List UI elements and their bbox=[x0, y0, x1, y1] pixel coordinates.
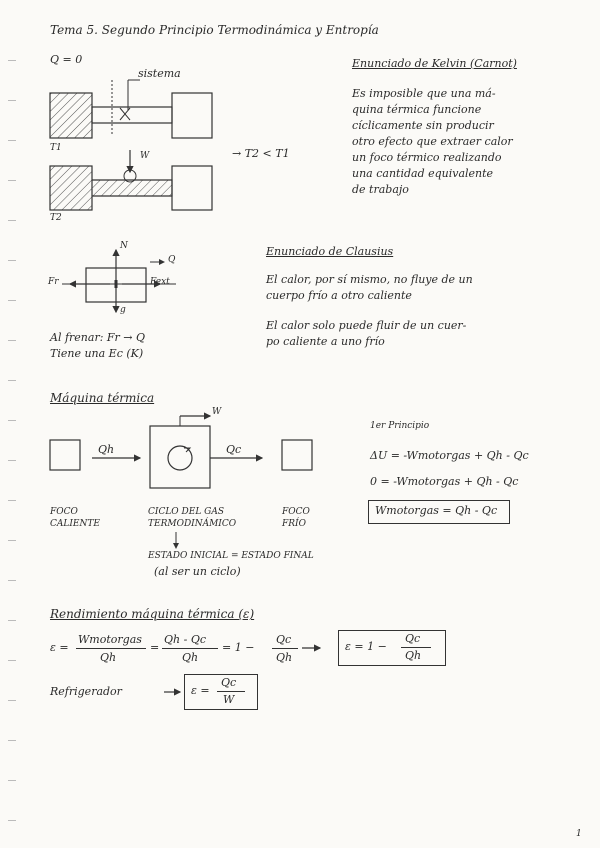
estado-line: ESTADO INICIAL = ESTADO FINAL bbox=[148, 551, 314, 561]
note-line-2: Tiene una Ec (K) bbox=[50, 347, 144, 360]
kelvin-line-6: una cantidad equivalente bbox=[352, 167, 494, 180]
ciclo-2: TERMODINÁMICO bbox=[148, 519, 237, 529]
refrig-den: W bbox=[223, 693, 235, 706]
engine-eq-3-box bbox=[368, 500, 510, 524]
diagram-heat-bar-2 bbox=[50, 150, 212, 210]
engine-eq-2: 0 = -Wmotorgas + Qh - Qc bbox=[370, 475, 519, 488]
box-prefix: ε = 1 − bbox=[345, 640, 387, 653]
clausius-p2-line-2: po caliente a uno frío bbox=[266, 335, 385, 348]
diagram-heat-bar-1 bbox=[50, 80, 212, 138]
ciclo-1: CICLO DEL GAS bbox=[148, 507, 225, 517]
kelvin-line-5: un foco térmico realizando bbox=[352, 151, 502, 164]
kelvin-line-2: quina térmica funcione bbox=[352, 103, 482, 116]
kelvin-line-7: de trabajo bbox=[352, 183, 409, 196]
principio-label: 1er Principio bbox=[370, 421, 430, 431]
force-n-label: N bbox=[120, 241, 128, 251]
kelvin-heading: Enunciado de Kelvin (Carnot) bbox=[352, 57, 517, 70]
force-fr-label: Fr bbox=[48, 277, 59, 287]
eq-mid: = 1 − bbox=[222, 641, 255, 654]
box-num: Qc bbox=[405, 632, 421, 645]
kelvin-line-3: cíclicamente sin producir bbox=[352, 119, 494, 132]
w-label-1: W bbox=[140, 151, 150, 161]
estado-note: (al ser un ciclo) bbox=[154, 565, 241, 578]
eq-prefix: ε = bbox=[50, 641, 69, 654]
foco-frio-2: FRÍO bbox=[282, 519, 306, 529]
engine-eq-1: ΔU = -Wmotorgas + Qh - Qc bbox=[370, 449, 529, 462]
refrig-prefix: ε = bbox=[191, 684, 210, 697]
kelvin-line-4: otro efecto que extraer calor bbox=[352, 135, 513, 148]
eq-equals-1: = bbox=[150, 641, 160, 654]
kelvin-line-1: Es imposible que una má- bbox=[352, 87, 496, 100]
t1-label: T1 bbox=[50, 143, 62, 153]
rendimiento-box bbox=[338, 630, 446, 666]
sistema-label: sistema bbox=[138, 67, 181, 80]
frac1-num: Wmotorgas bbox=[78, 633, 142, 646]
q-zero-label: Q = 0 bbox=[50, 53, 83, 66]
refrigerador-label: Refrigerador bbox=[50, 685, 122, 698]
clausius-p1-line-2: cuerpo frío a otro caliente bbox=[266, 289, 412, 302]
box-den: Qh bbox=[405, 649, 422, 662]
page-title: Tema 5. Segundo Principio Termodinámica y Entropía bbox=[50, 23, 379, 37]
page-number: 1 bbox=[576, 829, 582, 839]
note-line-1: Al frenar: Fr → Q bbox=[50, 331, 146, 344]
engine-w-label: W bbox=[212, 407, 222, 417]
foco-caliente-1: FOCO bbox=[50, 507, 78, 517]
foco-frio-1: FOCO bbox=[282, 507, 310, 517]
force-q-label: Q bbox=[168, 255, 176, 265]
clausius-p2-line-1: El calor solo puede fluir de un cuer- bbox=[266, 319, 467, 332]
frac2-num: Qh - Qc bbox=[164, 633, 206, 646]
heat-engine-heading: Máquina térmica bbox=[50, 391, 155, 405]
engine-eq-3: Wmotorgas = Qh - Qc bbox=[375, 504, 498, 517]
foco-caliente-2: CALIENTE bbox=[50, 519, 100, 529]
engine-qc-label: Qc bbox=[226, 443, 242, 456]
frac1-line bbox=[76, 648, 146, 649]
rendimiento-heading: Rendimiento máquina térmica (ε) bbox=[50, 607, 255, 621]
frac3-num: Qc bbox=[276, 633, 292, 646]
refrigerador-box bbox=[184, 674, 258, 710]
refrig-num: Qc bbox=[221, 676, 237, 689]
frac3-line bbox=[272, 648, 298, 649]
force-fext-label: Fext bbox=[150, 277, 170, 287]
clausius-p1-line-1: El calor, por sí mismo, no fluye de un bbox=[266, 273, 473, 286]
frac3-den: Qh bbox=[276, 651, 293, 664]
frac2-den: Qh bbox=[182, 651, 199, 664]
engine-qh-label: Qh bbox=[98, 443, 115, 456]
clausius-heading: Enunciado de Clausius bbox=[266, 245, 394, 258]
t2-label: T2 bbox=[50, 213, 62, 223]
force-g-label: g bbox=[120, 305, 126, 315]
frac1-den: Qh bbox=[100, 651, 117, 664]
frac2-line bbox=[162, 648, 218, 649]
t2-lt-t1: → T2 < T1 bbox=[232, 147, 290, 160]
